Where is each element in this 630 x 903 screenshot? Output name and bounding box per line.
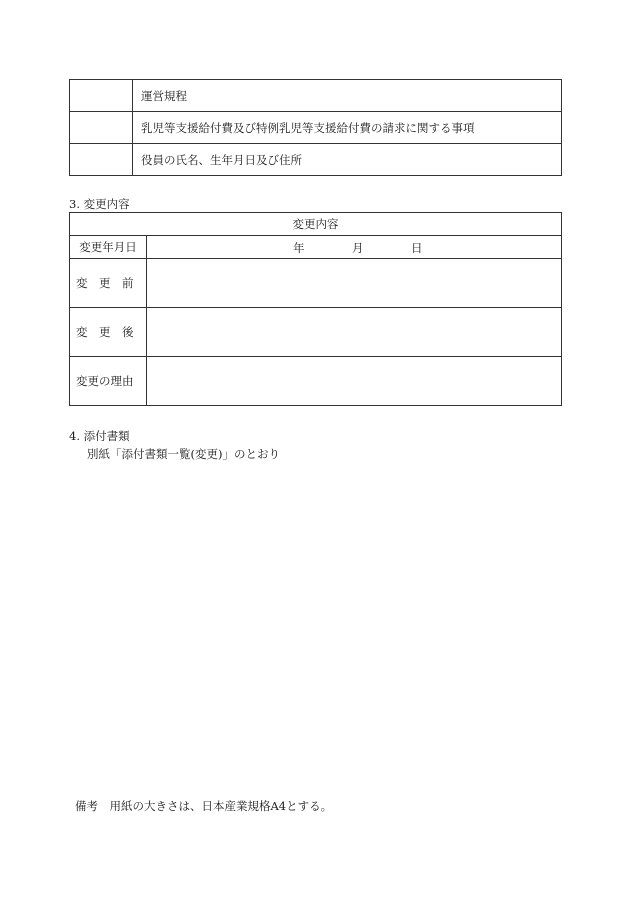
after-value-field[interactable] [147, 308, 562, 357]
reason-label: 変更の理由 [70, 357, 147, 406]
section-4-heading: 4. 添付書類 [69, 429, 130, 443]
items-table [69, 79, 562, 176]
table-row [70, 259, 562, 308]
row-value-cell: 運営規程 [133, 80, 562, 112]
change-table [69, 212, 562, 406]
change-date-field[interactable] [147, 236, 562, 259]
table-row [70, 80, 562, 112]
change-date-label: 変更年月日 [70, 236, 147, 259]
row-label-cell [70, 112, 133, 144]
section-3-heading: 3. 変更内容 [69, 197, 130, 211]
table-row [70, 144, 562, 176]
table-row [70, 112, 562, 144]
remark-text: 備考 用紙の大きさは、日本産業規格A4とする。 [75, 799, 333, 813]
before-label: 変 更 前 [70, 259, 147, 308]
table-row [70, 236, 562, 259]
row-label-cell [70, 80, 133, 112]
before-value-field[interactable] [147, 259, 562, 308]
table-row [70, 357, 562, 406]
table-row [70, 308, 562, 357]
reason-value-field[interactable] [147, 357, 562, 406]
month-label: 月 [352, 241, 364, 255]
day-label: 日 [411, 241, 423, 255]
table-row [70, 213, 562, 236]
year-label: 年 [293, 241, 305, 255]
after-label: 変 更 後 [70, 308, 147, 357]
row-label-cell [70, 144, 133, 176]
change-table-header: 変更内容 [70, 213, 562, 236]
row-value-cell: 乳児等支援給付費及び特例乳児等支援給付費の請求に関する事項 [133, 112, 562, 144]
attachments-text: 別紙「添付書類一覧(変更)」のとおり [87, 447, 280, 461]
row-value-cell: 役員の氏名、生年月日及び住所 [133, 144, 562, 176]
